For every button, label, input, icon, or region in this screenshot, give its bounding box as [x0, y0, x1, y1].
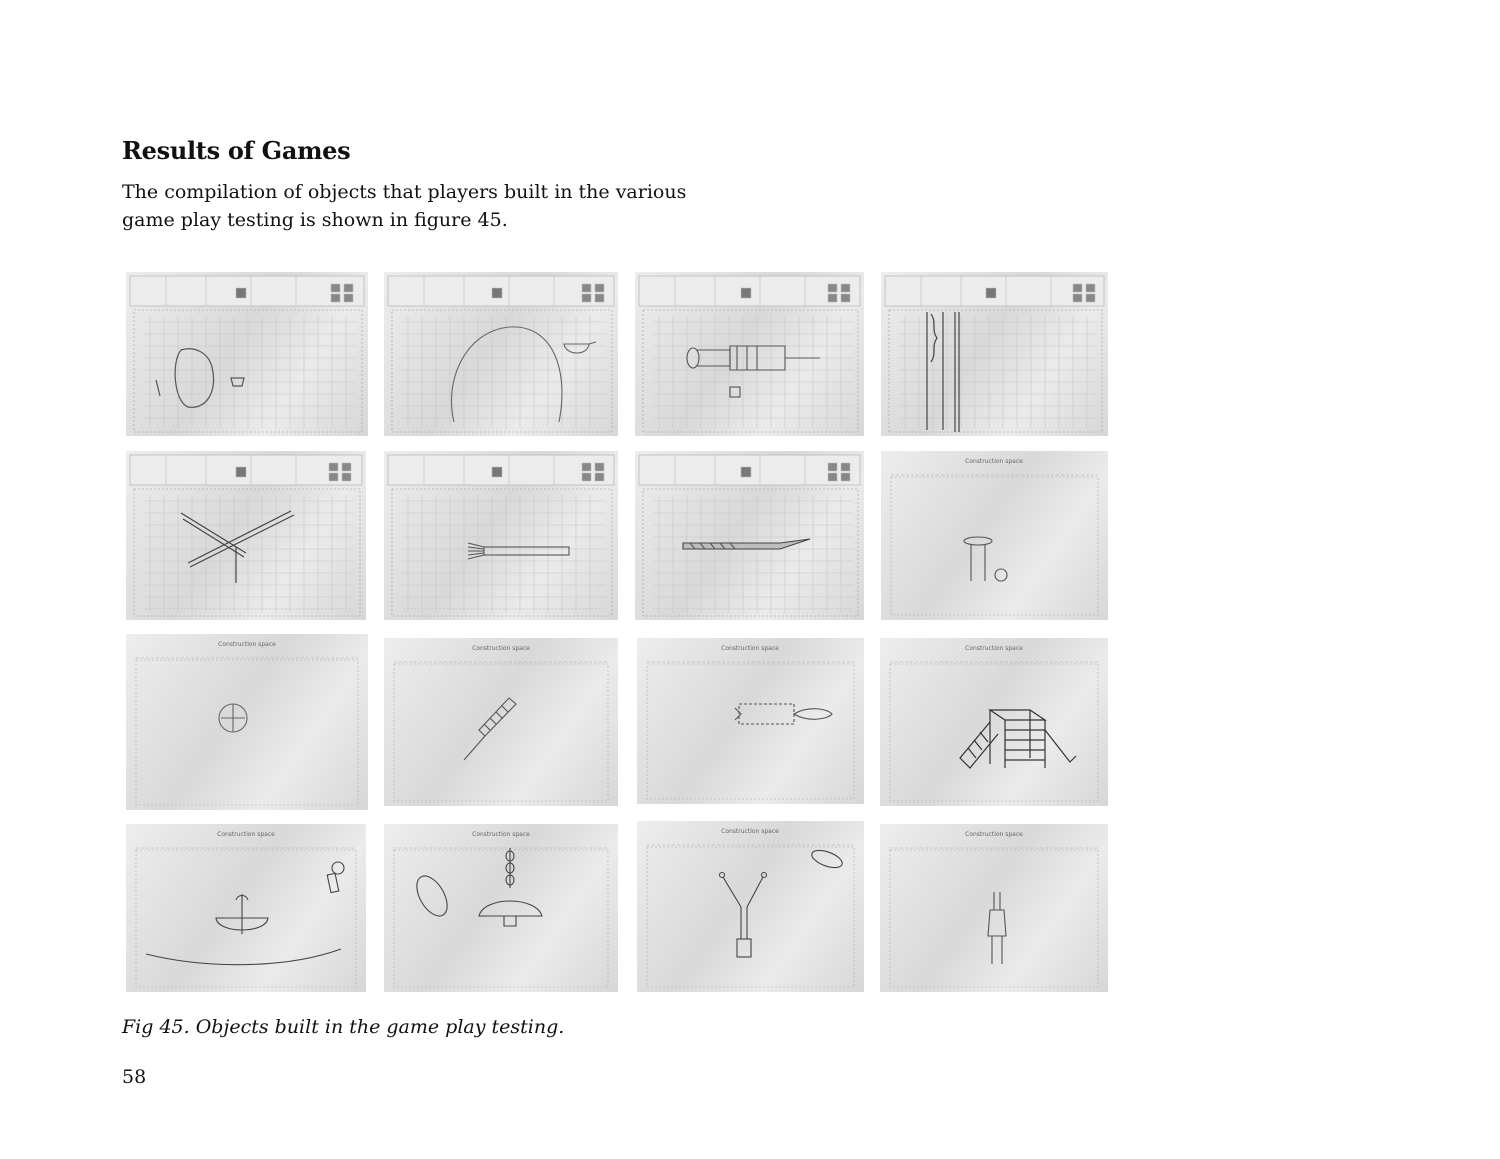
game-sheet-photo [635, 272, 864, 436]
sheet-title: Construction space [218, 641, 276, 648]
construction-sheet-photo [384, 638, 618, 806]
game-sheet-photo [126, 272, 368, 436]
section-heading: Results of Games [122, 136, 351, 165]
game-sheet-photo [384, 451, 618, 620]
construction-sheet-photo [384, 824, 618, 992]
sheet-title: Construction space [965, 458, 1023, 465]
sheet-title: Construction space [721, 645, 779, 652]
construction-sheet-photo [637, 821, 864, 992]
game-sheet-photo [881, 272, 1108, 436]
construction-sheet-photo [881, 451, 1108, 620]
sheet-title: Construction space [472, 831, 530, 838]
body-paragraph: The compilation of objects that players built in the various game play testing is shown in figure 45. [122, 181, 687, 231]
sheet-title: Construction space [472, 645, 530, 652]
construction-sheet-photo [637, 638, 864, 804]
sheet-title: Construction space [721, 828, 779, 835]
sheet-title: Construction space [965, 645, 1023, 652]
game-sheet-photo [126, 451, 366, 620]
construction-sheet-photo [880, 638, 1108, 806]
game-sheet-photo [635, 451, 864, 620]
construction-sheet-photo [880, 824, 1108, 992]
figure-45-photo-grid [125, 270, 1108, 994]
game-sheet-photo [384, 272, 618, 436]
construction-sheet-photo [126, 824, 366, 992]
sheet-title: Construction space [965, 831, 1023, 838]
construction-sheet-photo [126, 634, 368, 810]
figure-caption: Fig 45. Objects built in the game play testing. [122, 1016, 565, 1038]
sheet-title: Construction space [217, 831, 275, 838]
page-number: 58 [122, 1066, 147, 1088]
